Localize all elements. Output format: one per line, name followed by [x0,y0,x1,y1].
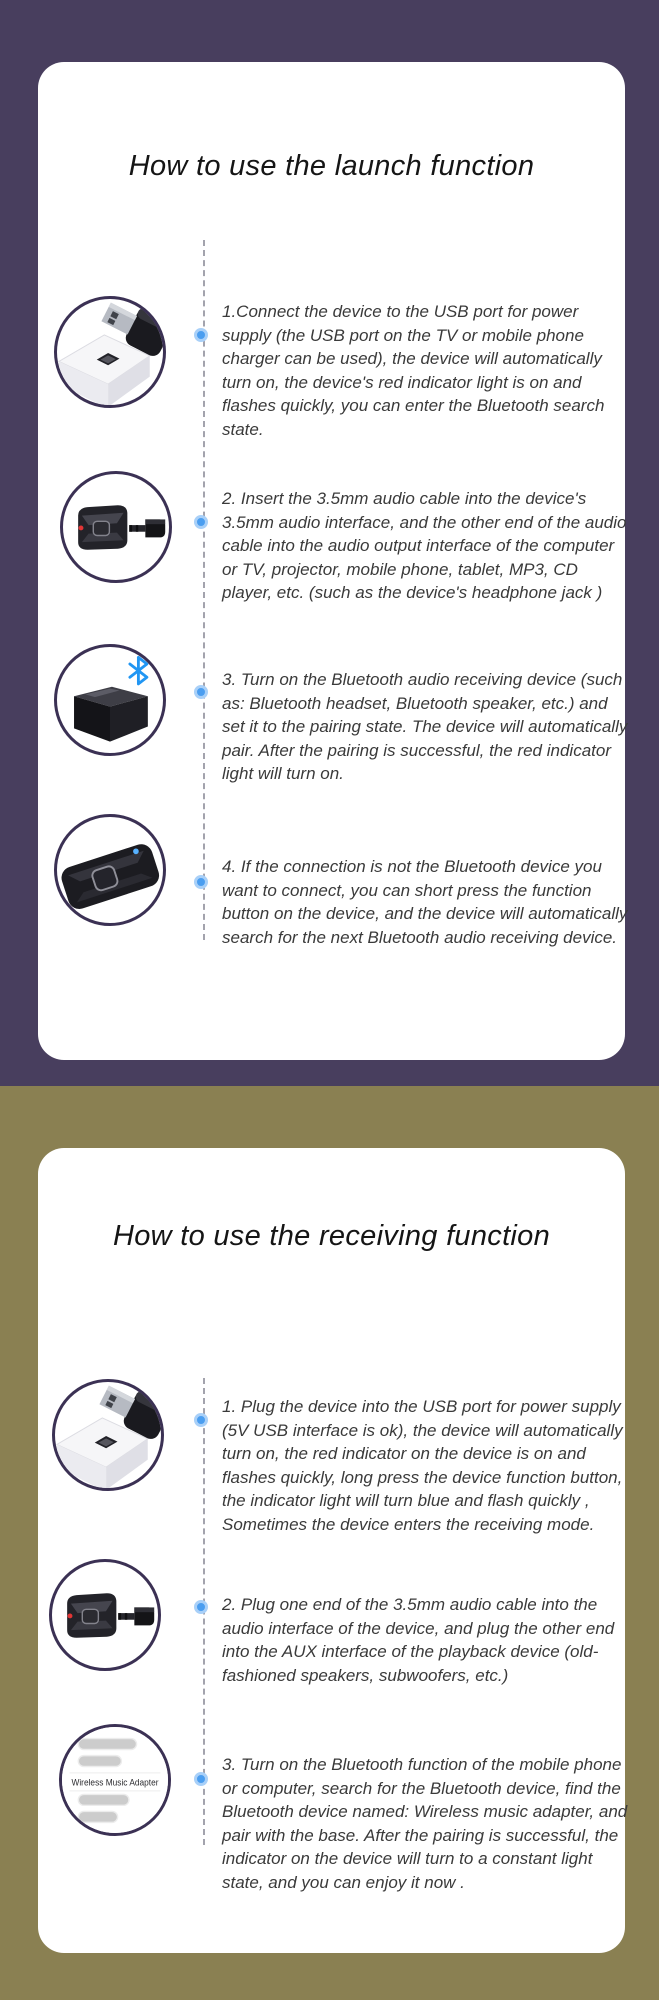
timeline-dot [194,328,208,342]
receiving-section-title: How to use the receiving function [112,1220,551,1252]
launch-step-4-text: 4. If the connection is not the Bluetooth device you want to connect, you can short press the function button on the device, and the device will automatically search for the next Bluetooth audio receiving device. [222,857,628,947]
launch-step-1-text: 1.Connect the device to the USB port for power supply (the USB port on the TV or mobile phone charger can be used), the device will automatically turn on, the device's red indicator light is on and flashes quickly, you can enter the Bluetooth search state. [222,302,605,439]
usb-dongle-in-charger-icon [55,1382,161,1488]
launch-card [38,62,628,1060]
step-image-circle [52,1379,164,1491]
timeline-dot [194,1772,208,1786]
timeline-dot [194,1600,208,1614]
launch-section-title: How to use the launch function [128,150,535,182]
adapter-with-aux-plug-icon [52,1562,158,1668]
adapter-with-aux-plug-icon [63,474,169,580]
step-image-circle [60,471,172,583]
adapter-function-button-icon [57,817,163,923]
bluetooth-icon [130,657,147,684]
step-image-circle [59,1724,171,1836]
step-image-circle [49,1559,161,1671]
step-image-circle [54,814,166,926]
step-image-circle [54,644,166,756]
receiving-card [38,1148,628,1953]
timeline-dot [194,1413,208,1427]
usb-dongle-in-charger-icon [57,299,163,405]
launch-step-2-text: 2. Insert the 3.5mm audio cable into the device's 3.5mm audio interface, and the other end of the audio cable into the audio output interface of the computer or TV, projector, mobile phone, tablet, MP3, CD player, etc. (such as the device's headphone jack ) [222,489,627,602]
timeline-dot [194,685,208,699]
timeline-line [203,240,205,940]
bluetooth-device-list-icon [62,1727,168,1833]
receiving-step-1-text: 1. Plug the device into the USB port for power supply (5V USB interface is ok), the device will automatically turn on, the red indicator on the device is on and flashes quickly, long press the device function button, the indicator light will turn blue and flash quickly , Sometimes the device enters the receiving mode. [222,1397,623,1534]
launch-step-3-text: 3. Turn on the Bluetooth audio receiving device (such as: Bluetooth headset, Bluetooth speaker, etc.) and set it to the pairing state. The device will automatically pair. After the pairing is successful, the red indicator light will turn on. [222,670,628,783]
step-image-circle [54,296,166,408]
receiving-step-2-text: 2. Plug one end of the 3.5mm audio cable into the audio interface of the device, and plug the other end into the AUX interface of the playback device (old-fashioned speakers, subwoofers, etc.) [222,1595,615,1685]
bluetooth-speaker-icon [57,647,163,753]
device-list-label: Wireless Music Adapter [71,1777,159,1788]
receiving-step-3-text: 3. Turn on the Bluetooth function of the mobile phone or computer, search for the Bluetooth device, find the Bluetooth device named: Wireless music adapter, and pair with the base. After the pairing is successful, the indicator on the device will turn to a constant light state, and you can enjoy it now . [222,1755,628,1892]
timeline-dot [194,875,208,889]
receiving-section [0,1086,659,2000]
timeline-dot [194,515,208,529]
